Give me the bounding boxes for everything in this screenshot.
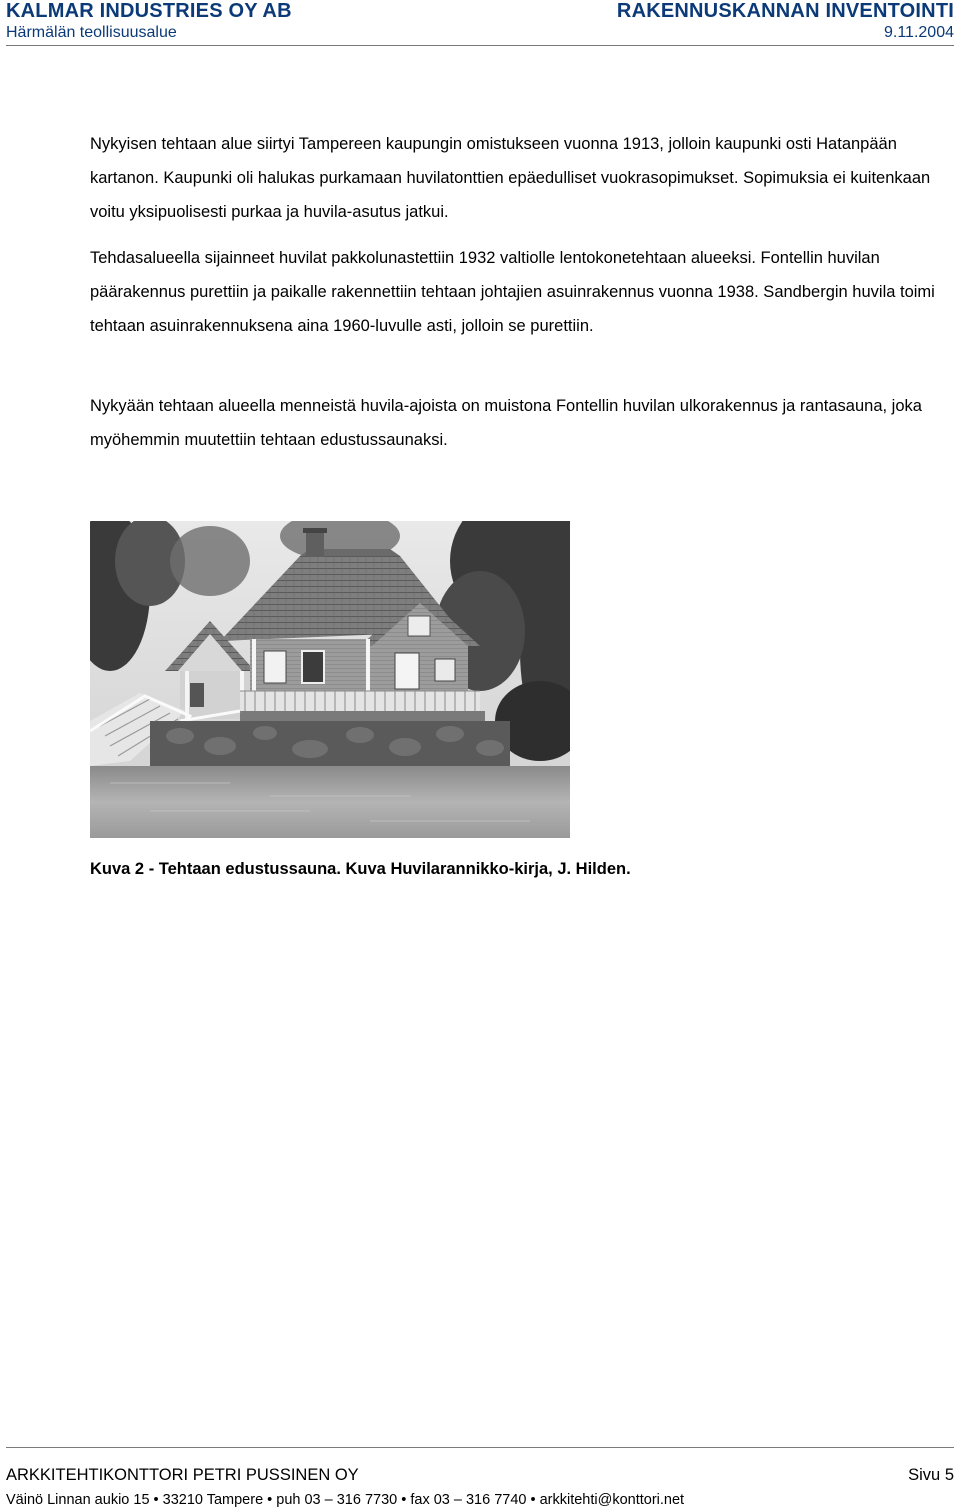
paragraph-expropriation: Tehdasalueella sijainneet huvilat pakkolunastettiin 1932 valtiolle lentokonetehtaan alueeksi. Fontellin huvilan päärakennus purettiin ja paikalle rakennettiin tehtaan johtajien asuinrakennus vuonna 1938. Sandbergin huvila toimi tehtaan asuinrakennuksena aina 1960-luvulle asti, jolloin se purettiin.: [90, 249, 935, 335]
footer-contact: [6, 1492, 954, 1512]
sauna-photo: [90, 521, 570, 838]
figure-caption: Kuva 2 - Tehtaan edustussauna. Kuva Huvilarannikko-kirja, J. Hilden.: [90, 860, 631, 878]
page-footer: [6, 1466, 954, 1488]
page-number: Sivu 5: [908, 1466, 954, 1484]
paragraph-present: Nykyään tehtaan alueella menneistä huvila-ajoista on muistona Fontellin huvilan ulkorakennus ja rantasauna, joka myöhemmin muutettiin tehtaan edustussaunaksi.: [90, 397, 922, 449]
document-title: RAKENNUSKANNAN INVENTOINTI: [616, 0, 954, 22]
office-name: ARKKITEHTIKONTTORI PETRI PUSSINEN OY: [6, 1466, 359, 1484]
paragraph-history: Nykyisen tehtaan alue siirtyi Tampereen kaupungin omistukseen vuonna 1913, jolloin kaupunki osti Hatanpään kartanon. Kaupunki oli halukas purkamaan huvilatonttien epäedulliset vuokrasopimukset. Sopimuksia ei kuitenkaan voitu yksipuolisesti purkaa ja huvila-asutus jatkui.: [90, 135, 931, 221]
page-header-top: [6, 0, 954, 24]
document-date: 9.11.2004: [884, 24, 954, 41]
contact-line: Väinö Linnan aukio 15 • 33210 Tampere • puh 03 – 316 7730 • fax 03 – 316 7740 • arkkitehti@konttori.net: [6, 1492, 685, 1508]
page-header-sub: [6, 24, 954, 44]
header-divider: [6, 45, 954, 46]
site-name: Härmälän teollisuusalue: [6, 24, 177, 41]
footer-divider: [6, 1447, 954, 1448]
company-name: KALMAR INDUSTRIES OY AB: [6, 0, 292, 22]
